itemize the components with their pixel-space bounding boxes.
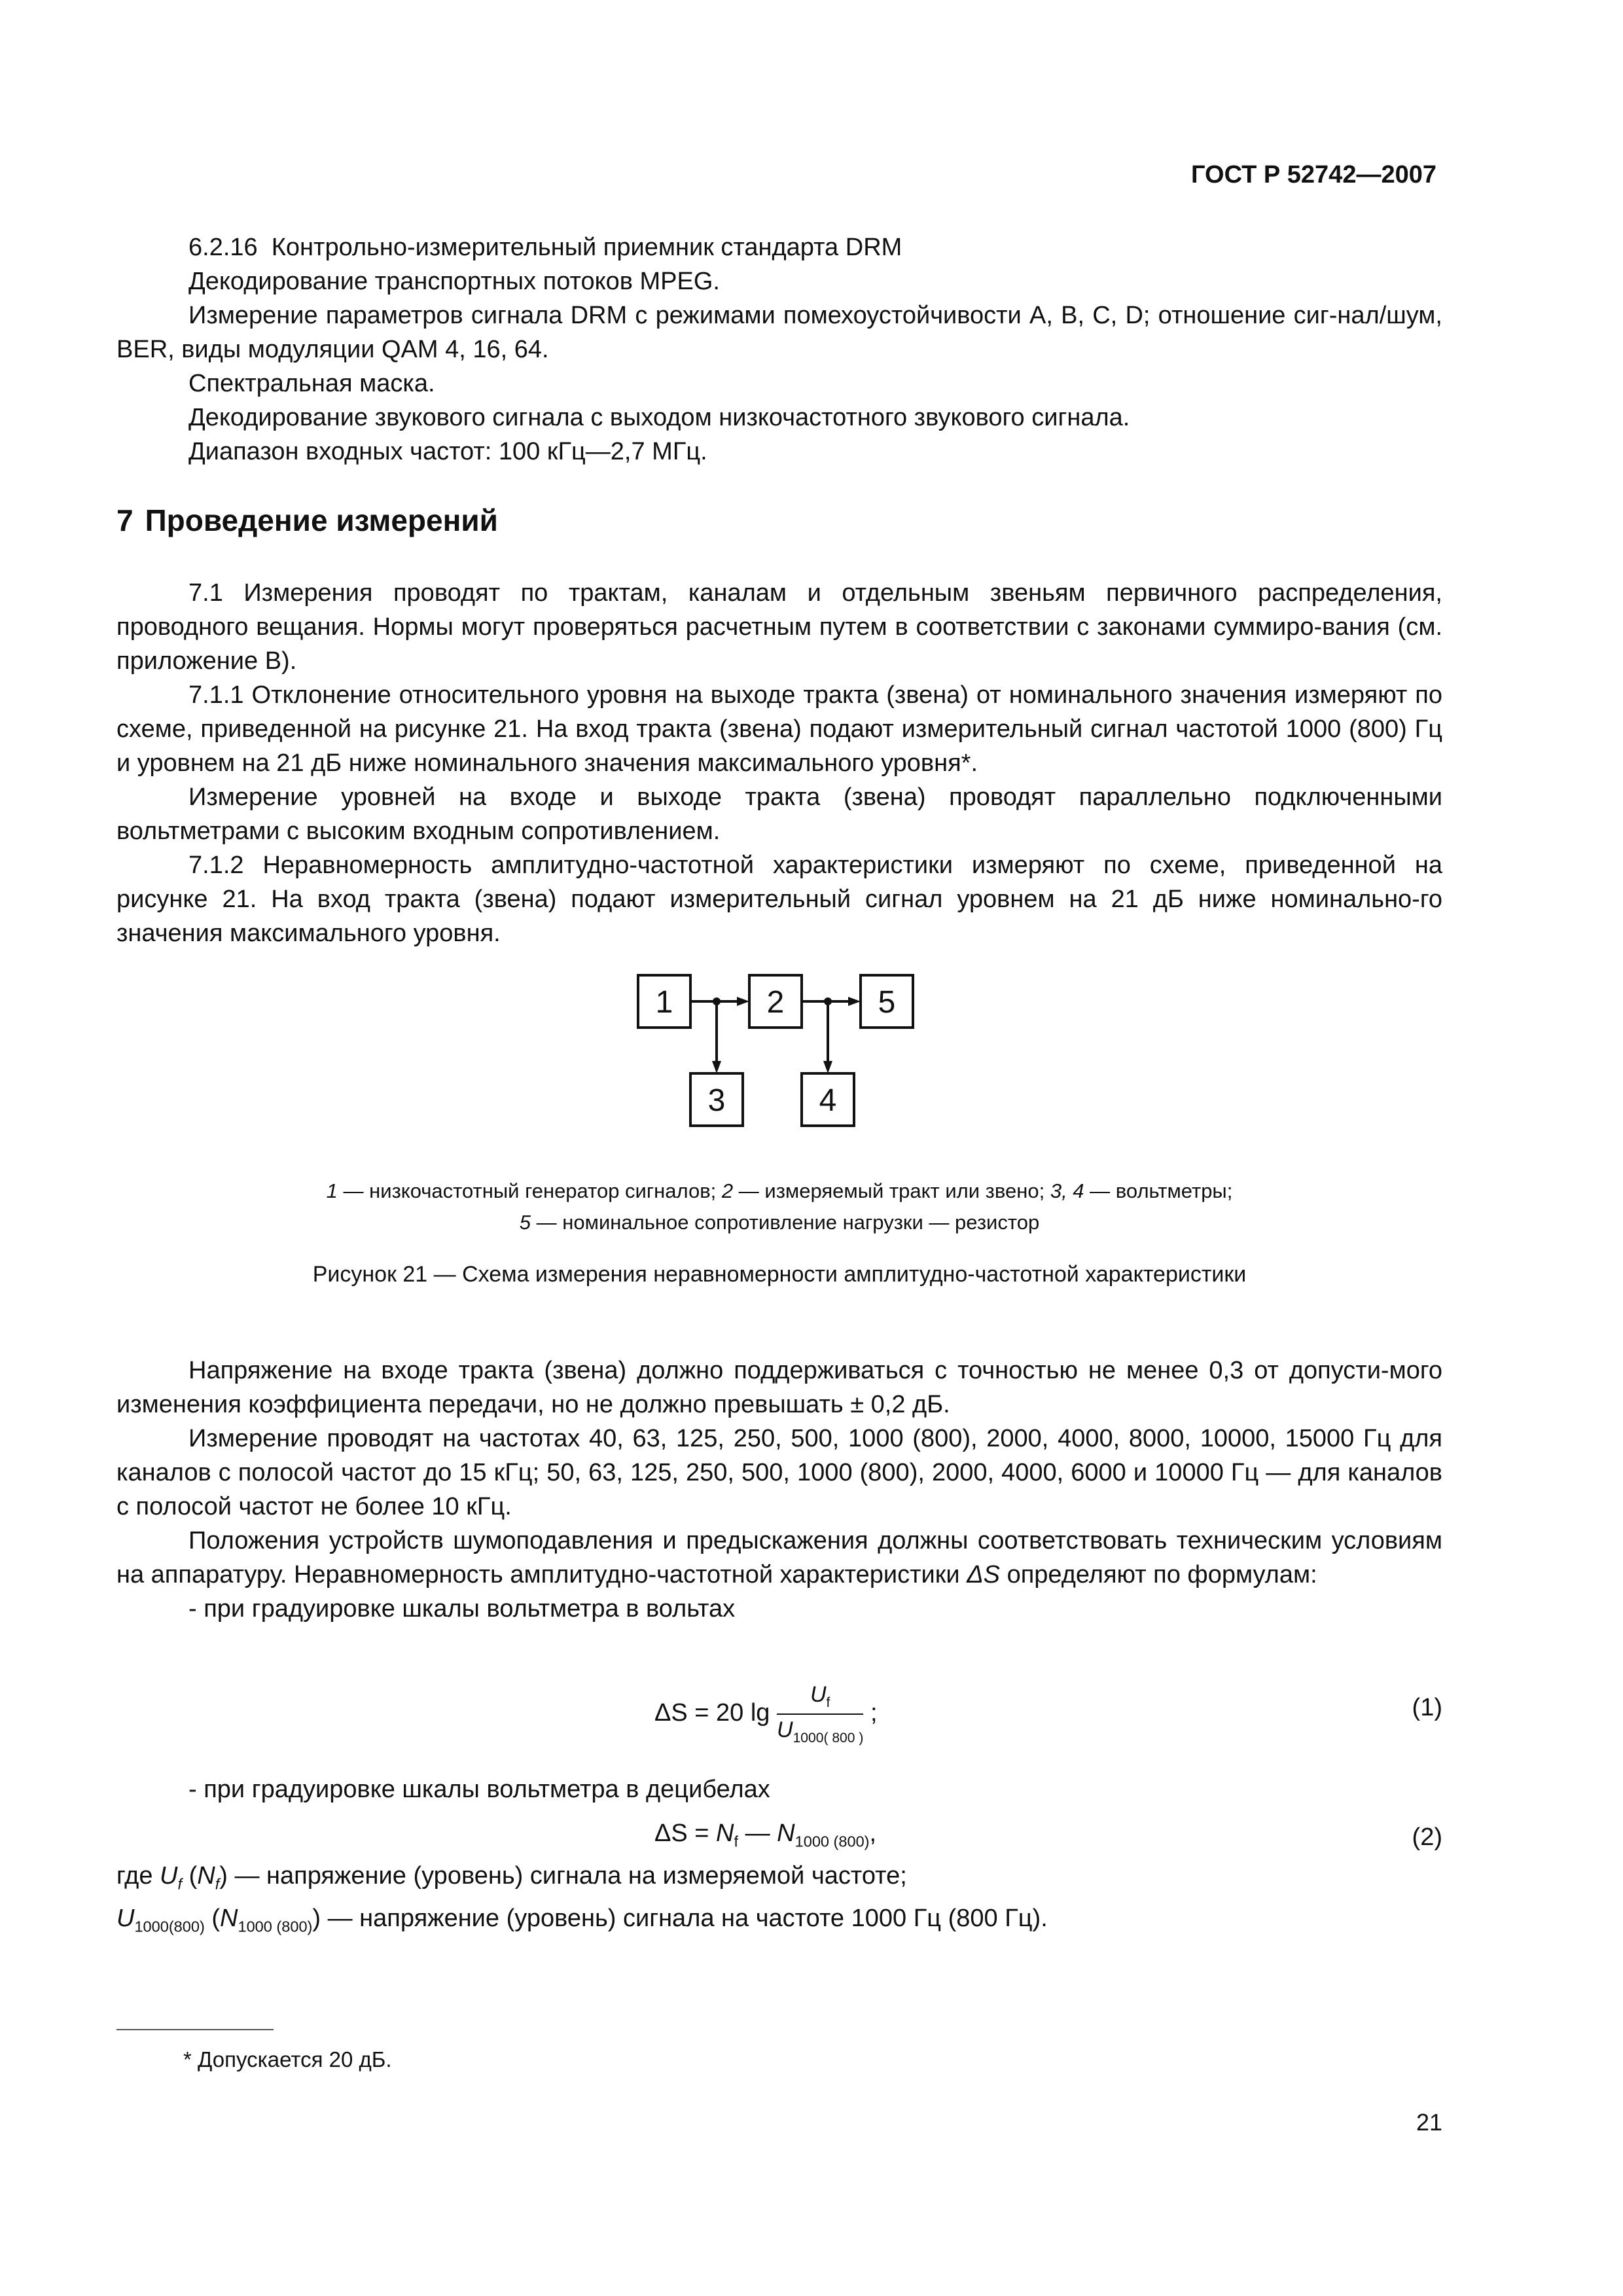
paragraph: Декодирование звукового сигнала с выходом низкочастотного звукового сигнала. — [188, 404, 1130, 431]
formula-tail: , — [869, 1820, 877, 1847]
subscript: 1000(800) — [134, 1918, 205, 1935]
where-text: — напряжение (уровень) сигнала на измеряемой частоте; — [227, 1862, 907, 1890]
arrow-head — [712, 1061, 721, 1073]
section-6-2-16-title — [116, 230, 1442, 264]
formula-tail: ; — [870, 1698, 878, 1727]
paragraph: Спектральная маска. — [188, 370, 435, 397]
paragraph: Измерение проводят на частотах 40, 63, 125, 250, 500, 1000 (800), 2000, 4000, 8000, 10000, 15000 Гц для каналов с полосой частот до 15 кГц; 50, 63, 125, 250, 500, 1000 (800), 2000, 4000, 6000 и 10000 Гц — для каналов с полосой частот не более 10 кГц. — [116, 1425, 1442, 1520]
paragraph-7-1-1-b: Измерение уровней на входе и выходе тракта (звена) проводят параллельно подключенными вольтметрами с высоким входным сопротивлением. — [116, 783, 1442, 845]
where-line-2: $U_{1000(800)}$ $(N_{1000 (800)})$ — напряжение (уровень) сигнала на частоте 1000 Гц (800 Гц). — [116, 1904, 1048, 1935]
equation-number-1: (1) — [1412, 1694, 1442, 1721]
subscript: 1000 (800) — [794, 1833, 870, 1850]
symbol: U — [777, 1717, 793, 1742]
paragraph-text: определяют по формулам: — [1000, 1561, 1317, 1588]
legend-key: 1 — [326, 1179, 338, 1202]
section-6-2-16 — [116, 230, 1442, 469]
legend-text: — вольтметры; — [1084, 1179, 1233, 1202]
where-text: — напряжение (уровень) сигнала на частоте 1000 Гц (800 Гц). — [321, 1904, 1048, 1932]
symbol: N — [197, 1862, 215, 1890]
where-block — [116, 1859, 1442, 1943]
legend-text: — измеряемый тракт или звено; — [733, 1179, 1050, 1202]
legend-key: 3, 4 — [1050, 1179, 1084, 1202]
fraction — [777, 1682, 863, 1746]
junction-dot — [824, 997, 832, 1005]
case-decibels-block — [116, 1772, 1442, 1806]
legend-text: — номинальное сопротивление нагрузки — резистор — [531, 1211, 1040, 1234]
junction-dot — [713, 997, 721, 1005]
subscript: f — [826, 1695, 830, 1710]
box-3-label: 3 — [707, 1083, 726, 1118]
fraction-numerator — [777, 1682, 863, 1715]
box-2-label: 2 — [766, 985, 785, 1020]
figure-legend-line-1 — [116, 1175, 1442, 1207]
paragraph-7-1-2: 7.1.2 Неравномерность амплитудно-частотной характеристики измеряют по схеме, приведенной на рисунке 21. На вход тракта (звена) подают измерительный сигнал уровнем на 21 дБ ниже номинально-го значения максимального уровня. — [116, 852, 1442, 947]
where-line-1: где $U_f$ $(N_f)$ — напряжение (уровень) сигнала на измеряемой частоте; — [116, 1862, 907, 1893]
figure-legend-line-2 — [116, 1207, 1442, 1238]
subscript: 1000 (800) — [238, 1918, 313, 1935]
after-figure-text — [116, 1354, 1442, 1626]
symbol: N — [220, 1904, 238, 1932]
box-1-label: 1 — [655, 985, 673, 1020]
formula-2 — [654, 1820, 876, 1851]
measurement-diagram — [628, 969, 923, 1139]
symbol: U — [810, 1682, 827, 1707]
box-4-label: 4 — [819, 1083, 837, 1118]
footnote-separator — [116, 2029, 274, 2030]
legend-text: — низкочастотный генератор сигналов; — [337, 1179, 722, 1202]
formula-lhs: ΔS = 20 lg — [654, 1698, 770, 1727]
dash: — — [738, 1820, 777, 1847]
formula-lhs: ΔS = — [654, 1820, 717, 1847]
section-7-title: Проведение измерений — [145, 503, 498, 537]
footnote: * Допускается 20 дБ. — [183, 2047, 392, 2072]
arrow-head — [823, 1061, 832, 1073]
where-prefix: где — [116, 1862, 160, 1890]
page-number: 21 — [1416, 2109, 1442, 2136]
paragraph-text: Положения устройств шумоподавления и предыскажения должны соответствовать техническим условиям на аппаратуру. Неравномерность амплитудно-частотной характеристики — [116, 1527, 1442, 1588]
symbol: N — [716, 1820, 734, 1847]
delta-symbol: ΔS — [967, 1561, 1001, 1588]
legend-key: 2 — [721, 1179, 734, 1202]
subscript: f — [215, 1875, 220, 1893]
arrow-head — [848, 997, 861, 1006]
paragraph — [116, 1524, 1442, 1592]
section-number: 6.2.16 — [188, 234, 258, 261]
case-decibels: - при градуировке шкалы вольтметра в децибелах — [188, 1776, 770, 1803]
section-7-body — [116, 576, 1442, 950]
paragraph-7-1: 7.1 Измерения проводят по трактам, каналам и отдельным звеньям первичного распределения, проводного вещания. Нормы могут проверяться расчетным путем в соответствии с законами суммиро-вания (см. приложение B). — [116, 579, 1442, 675]
section-7-number: 7 — [116, 503, 134, 537]
subscript: f — [177, 1875, 183, 1893]
paragraph: Измерение параметров сигнала DRM с режимами помехоустойчивости A, B, C, D; отношение сиг-нал/шум, BER, виды модуляции QAM 4, 16, 64. — [116, 302, 1442, 363]
box-5-label: 5 — [878, 985, 896, 1020]
section-title: Контрольно-измерительный приемник стандарта DRM — [271, 234, 902, 261]
case-volts: - при градуировке шкалы вольтметра в вольтах — [188, 1595, 736, 1623]
symbol: U — [116, 1904, 135, 1932]
figure-caption: Рисунок 21 — Схема измерения неравномерности амплитудно-частотной характеристики — [312, 1262, 1247, 1287]
paragraph: Декодирование транспортных потоков MPEG. — [188, 268, 720, 295]
paragraph: Напряжение на входе тракта (звена) должно поддерживаться с точностью не менее 0,3 от допусти-мого изменения коэффициента передачи, но не должно превышать ± 0,2 дБ. — [116, 1357, 1442, 1418]
arrow-head — [737, 997, 749, 1006]
symbol: U — [160, 1862, 178, 1890]
fraction-denominator — [777, 1715, 863, 1746]
symbol: N — [777, 1820, 795, 1847]
paragraph-7-1-1: 7.1.1 Отклонение относительного уровня на выходе тракта (звена) от номинального значения измеряют по схеме, приведенной на рисунке 21. На вход тракта (звена) подают измерительный сигнал частотой 1000 (800) Гц и уровнем на 21 дБ ниже номинального значения максимального уровня*. — [116, 681, 1442, 777]
standard-header: ГОСТ Р 52742—2007 — [1191, 161, 1436, 188]
equation-number-2: (2) — [1412, 1823, 1442, 1851]
subscript: f — [734, 1833, 739, 1850]
formula-1 — [654, 1682, 878, 1746]
subscript: 1000( 800 ) — [793, 1730, 864, 1746]
section-7-heading — [116, 503, 510, 538]
paragraph: Диапазон входных частот: 100 кГц—2,7 МГц. — [188, 438, 707, 465]
legend-key: 5 — [519, 1211, 531, 1234]
